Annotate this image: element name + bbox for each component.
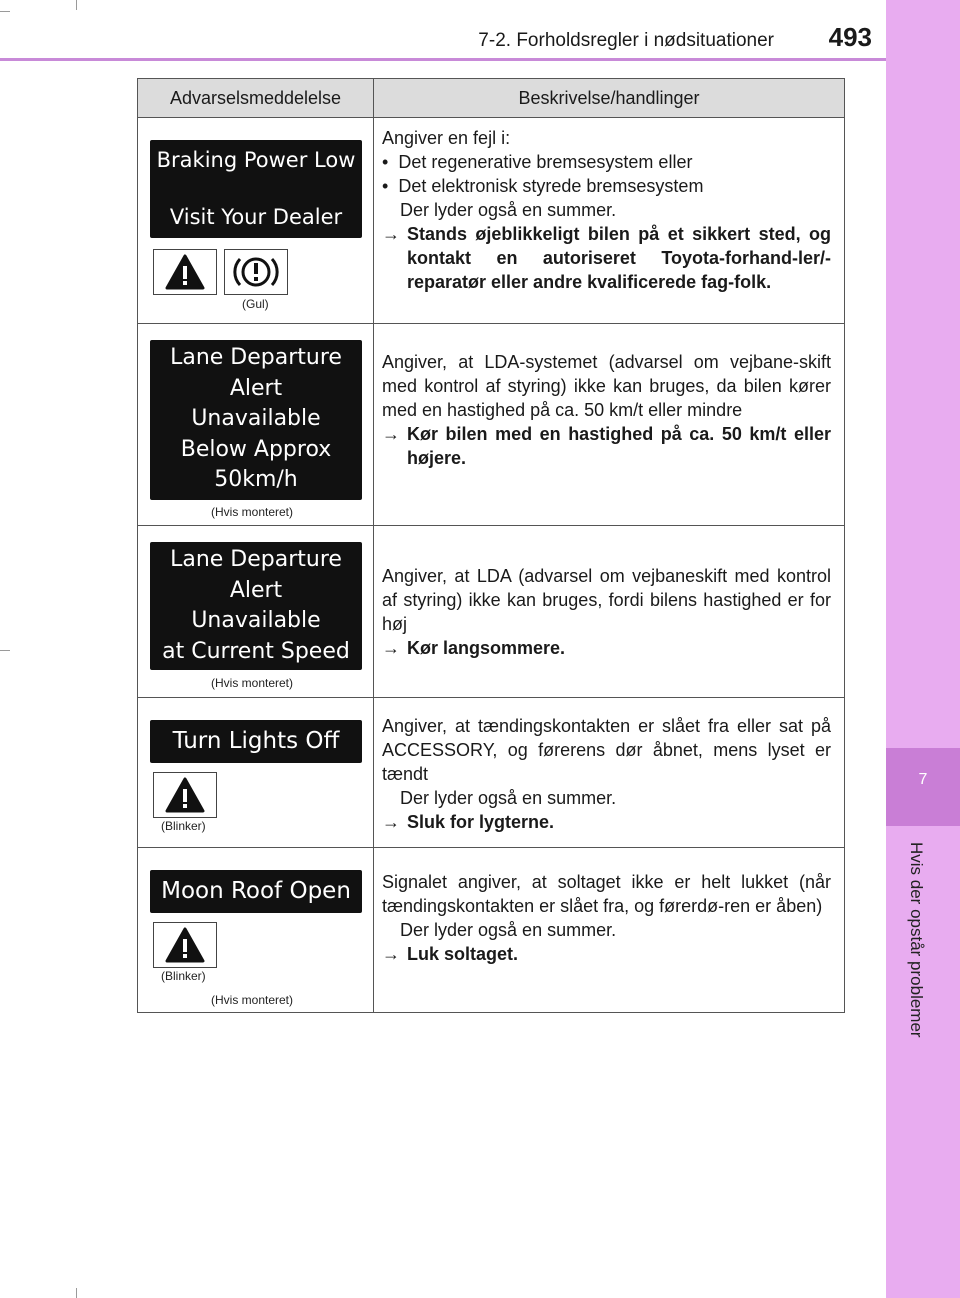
warning-display [150, 720, 362, 763]
display-line: at Current Speed [162, 638, 350, 664]
chapter-title: Hvis der opstår problemer [907, 842, 926, 1038]
warning-display [150, 870, 362, 913]
table-row [138, 848, 845, 1013]
column-header-message: Advarselsmeddelelse [138, 79, 374, 118]
display-line: Turn Lights Off [172, 728, 340, 754]
arrow-icon: → [382, 944, 400, 964]
chapter-number-tab: 7 [886, 748, 960, 826]
description-extra: Der lyder også en summer. [400, 788, 617, 808]
table-row [138, 526, 845, 698]
display-line: Lane Departure [170, 547, 342, 572]
color-note: (Gul) [242, 297, 269, 311]
description-action: → Sluk for lygterne. [382, 812, 555, 832]
column-header-description: Beskrivelse/handlinger [374, 79, 845, 118]
arrow-icon: → [382, 812, 400, 832]
display-line: Alert [229, 375, 283, 401]
arrow-icon: → [382, 224, 400, 244]
page-header [0, 0, 886, 62]
warning-table [137, 78, 845, 1013]
message-cell [138, 848, 374, 1013]
arrow-icon: → [382, 424, 400, 444]
fitment-note: (Hvis monteret) [211, 993, 294, 1007]
table-row [138, 698, 845, 848]
display-line: Lane Departure [170, 345, 342, 370]
warning-display [150, 140, 362, 238]
description-action: → Stands øjeblikkeligt bilen på et sikkert sted, og kontakt en autoriseret Toyota-forhand-ler/-reparatør eller andre kvalificerede fag-folk. [382, 224, 831, 292]
fitment-note: (Hvis monteret) [211, 505, 294, 519]
warning-display [150, 340, 362, 500]
flash-note: (Blinker) [161, 819, 206, 833]
table-header-row [138, 79, 845, 118]
chapter-sidebar [886, 0, 960, 1298]
table-row [138, 118, 845, 324]
page-number: 493 [828, 22, 872, 52]
message-cell [138, 324, 374, 526]
display-line: Unavailable [191, 608, 321, 633]
warning-display [150, 542, 362, 670]
warning-triangle-icon [153, 772, 217, 818]
description-action: → Kør langsommere. [382, 638, 566, 658]
display-line: Moon Roof Open [161, 878, 351, 904]
fitment-note: (Hvis monteret) [211, 676, 294, 690]
brake-warning-icon [224, 249, 288, 295]
description-extra: Der lyder også en summer. [400, 920, 617, 940]
display-line: Below Approx [180, 436, 332, 462]
description-intro: Angiver en fejl i: [382, 128, 511, 148]
table-row [138, 324, 845, 526]
section-title: 7-2. Forholdsregler i nødsituationer [478, 30, 774, 51]
crop-mark [0, 650, 10, 651]
display-line: 50km/h [214, 467, 298, 492]
description-bullet: • Det regenerative bremsesystem eller [382, 152, 693, 172]
description-intro: Angiver, at LDA-systemet (advarsel om vejbane-skift med kontrol af styring) ikke kan bruges, da bilen kører med en hastighed på ca. 50 km/t eller mindre [382, 352, 831, 420]
description-cell [374, 324, 845, 526]
display-line: Visit Your Dealer [169, 205, 343, 229]
warning-triangle-icon [153, 249, 217, 295]
arrow-icon: → [382, 638, 400, 658]
description-cell [374, 526, 845, 698]
description-intro: Angiver, at tændingskontakten er slået fra eller sat på ACCESSORY, og førerens dør åbnet, mens lyset er tændt [382, 716, 831, 784]
display-line: Braking Power Low [156, 148, 356, 172]
description-action: → Luk soltaget. [382, 944, 519, 964]
description-action: → Kør bilen med en hastighed på ca. 50 km/t eller højere. [382, 424, 831, 468]
display-line: Unavailable [191, 406, 321, 431]
description-extra: Der lyder også en summer. [400, 200, 617, 220]
display-line: Alert [229, 577, 283, 603]
message-cell [138, 526, 374, 698]
message-cell [138, 698, 374, 848]
description-bullet: • Det elektronisk styrede bremsesystem [382, 176, 704, 196]
description-cell [374, 698, 845, 848]
flash-note: (Blinker) [161, 969, 206, 983]
header-rule [0, 58, 886, 61]
message-cell [138, 118, 374, 324]
description-intro: Signalet angiver, at soltaget ikke er helt lukket (når tændingskontakten er slået fra, og førerdø-ren er åben) [382, 872, 831, 916]
crop-mark [76, 1288, 77, 1298]
warning-triangle-icon [153, 922, 217, 968]
description-intro: Angiver, at LDA (advarsel om vejbaneskift med kontrol af styring) ikke kan bruges, fordi bilens hastighed er for høj [382, 566, 831, 634]
description-cell [374, 848, 845, 1013]
description-cell [374, 118, 845, 324]
